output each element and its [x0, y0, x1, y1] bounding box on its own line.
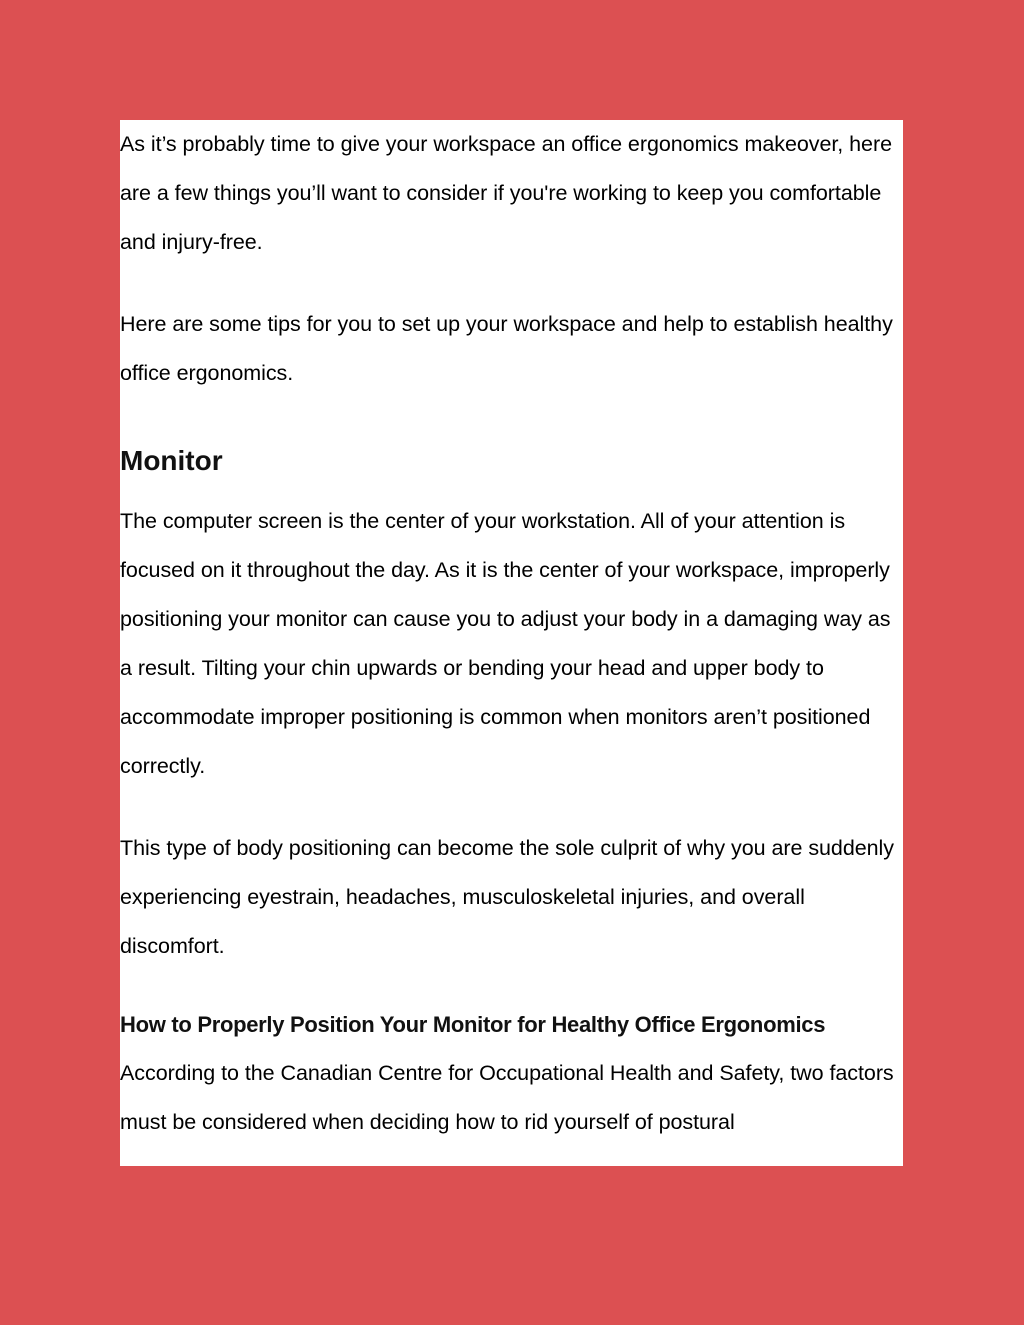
monitor-heading: Monitor [120, 445, 223, 476]
document-content [120, 120, 903, 1147]
paragraph-gap [120, 267, 903, 300]
position-heading: How to Properly Position Your Monitor for Healthy Office Ergonomics [120, 1012, 826, 1037]
intro-paragraph-2: Here are some tips for you to set up your workspace and help to establish healthy office ergonomics. [120, 312, 893, 385]
paragraph-gap [120, 791, 903, 824]
intro-paragraph-1: As it’s probably time to give your workspace an office ergonomics makeover, here are a few things you’ll want to consider if you're working to keep you comfortable and injury-free. [120, 132, 892, 254]
monitor-paragraph-1: The computer screen is the center of your workstation. All of your attention is focused on it throughout the day. As it is the center of your workspace, improperly positioning your monitor can cause you to adjust your body in a damaging way as a result. Tilting your chin upwards or bending your head and upper body to accommodate improper positioning is common when monitors aren’t positioned correctly. [120, 509, 891, 778]
position-paragraph-1: According to the Canadian Centre for Occupational Health and Safety, two factors must be considered when deciding how to rid yourself of postural [120, 1061, 894, 1134]
document-page [120, 120, 903, 1166]
monitor-paragraph-2: This type of body positioning can become the sole culprit of why you are suddenly experiencing eyestrain, headaches, musculoskeletal injuries, and overall discomfort. [120, 836, 894, 958]
